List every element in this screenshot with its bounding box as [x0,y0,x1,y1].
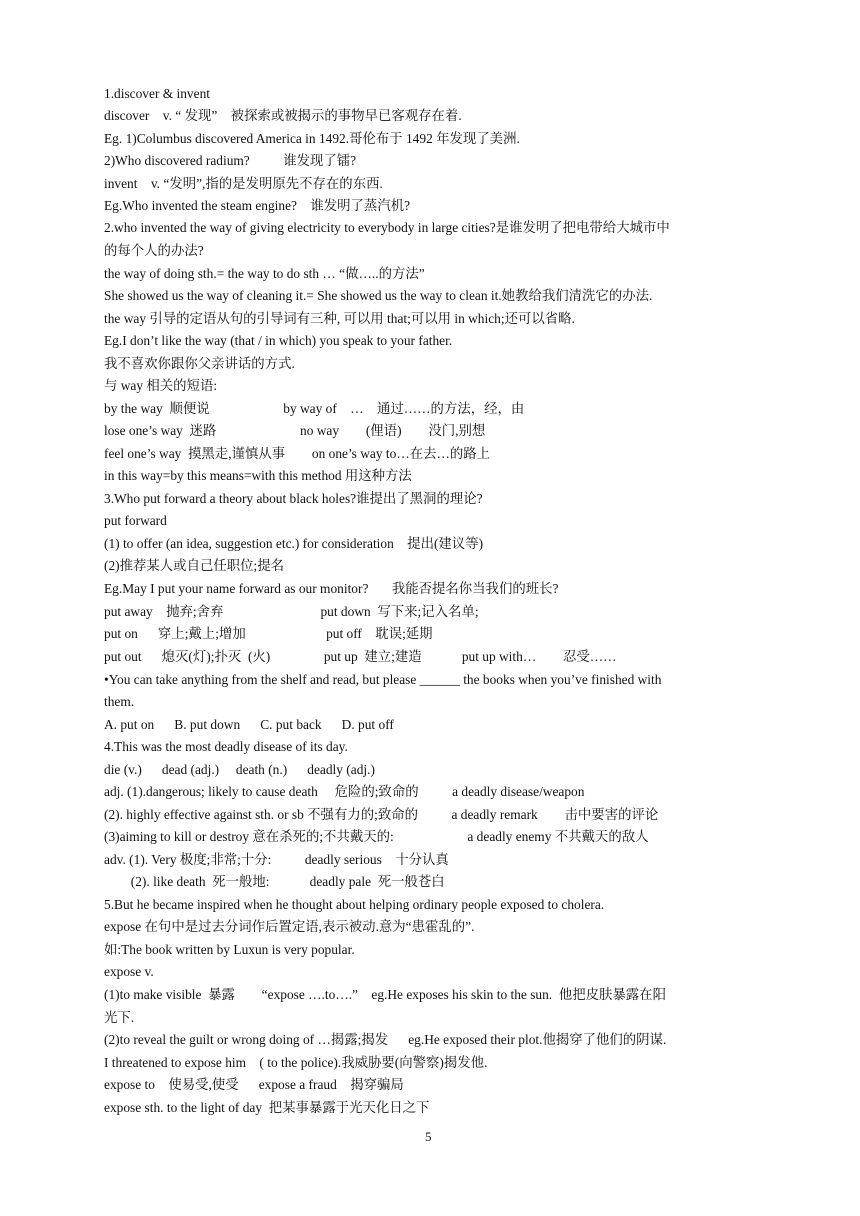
text-line: expose to 使易受,使受 expose a fraud 揭穿骗局 [104,1077,404,1092]
text-line: Eg.I don’t like the way (that / in which) you speak to your father. [104,333,453,348]
text-line: 1.discover & invent [104,86,210,101]
text-line: (2)to reveal the guilt or wrong doing of …揭露;揭发 eg.He exposed their plot.他揭穿了他们的阴谋. [104,1032,667,1047]
text-line: them. [104,694,135,709]
text-line: (1) to offer (an idea, suggestion etc.) for consideration 提出(建议等) [104,536,484,551]
text-line: the way 引导的定语从句的引导词有三种, 可以用 that;可以用 in which;还可以省略. [104,311,575,326]
text-line: 光下. [104,1010,135,1025]
text-line: expose 在句中是过去分词作后置定语,表示被动.意为“患霍乱的”. [104,919,475,934]
text-line: A. put on B. put down C. put back D. put off [104,717,394,732]
text-line: 5.But he became inspired when he thought about helping ordinary people exposed to cholera. [104,897,605,912]
text-line: put away 抛弃;舍弃 put down 写下来;记入名单; [104,604,479,619]
text-line: 与 way 相关的短语: [104,378,218,393]
text-line: adv. (1). Very 极度;非常;十分: deadly serious 十分认真 [104,852,449,867]
text-line: expose v. [104,964,154,979]
text-line: (2). like death 死一般地: deadly pale 死一般苍白 [104,874,445,889]
page-number: 5 [425,1129,432,1144]
text-line: put out 熄灭(灯);扑灭 (火) put up 建立;建造 put up with… 忍受…… [104,649,617,664]
text-line: 4.This was the most deadly disease of its day. [104,739,348,754]
text-line: Eg. 1)Columbus discovered America in 1492.哥伦布于 1492 年发现了美洲. [104,131,520,146]
text-line: Eg.May I put your name forward as our monitor? 我能否提名你当我们的班长? [104,581,559,596]
text-line: (1)to make visible 暴露 “expose ….to….” eg.He exposes his skin to the sun. 他把皮肤暴露在阳 [104,987,666,1002]
text-line: the way of doing sth.= the way to do sth … “做…..的方法” [104,266,425,281]
text-line: (3)aiming to kill or destroy 意在杀死的;不共戴天的: a deadly enemy 不共戴天的敌人 [104,829,649,844]
text-line: feel one’s way 摸黑走,谨慎从事 on one’s way to…在去…的路上 [104,446,491,461]
text-line: 3.Who put forward a theory about black holes?谁提出了黑洞的理论? [104,491,483,506]
text-line: 2.who invented the way of giving electricity to everybody in large cities?是谁发明了把电带给大城市中 [104,220,670,235]
text-line: 的每个人的办法? [104,243,204,258]
text-line: (2). highly effective against sth. or sb 不强有力的;致命的 a deadly remark 击中要害的评论 [104,807,659,822]
text-line: (2)推荐某人或自己任职位;提名 [104,558,285,573]
text-line: die (v.) dead (adj.) death (n.) deadly (adj.) [104,762,375,777]
text-line: •You can take anything from the shelf and read, but please ______ the books when you’ve finished with [104,672,662,687]
text-line: expose sth. to the light of day 把某事暴露于光天化日之下 [104,1100,430,1115]
text-line: 如:The book written by Luxun is very popular. [104,942,355,957]
text-line: She showed us the way of cleaning it.= She showed us the way to clean it.她教给我们清洗它的办法. [104,288,653,303]
text-line: 我不喜欢你跟你父亲讲话的方式. [104,356,295,371]
text-line: I threatened to expose him ( to the police).我威胁要(向警察)揭发他. [104,1055,488,1070]
text-line: in this way=by this means=with this method 用这种方法 [104,468,412,483]
text-line: put on 穿上;戴上;增加 put off 耽误;延期 [104,626,433,641]
text-line: put forward [104,513,167,528]
text-line: discover v. “ 发现” 被探索或被揭示的事物早已客观存在着. [104,108,462,123]
text-line: 2)Who discovered radium? 谁发现了镭? [104,153,357,168]
text-line: by the way 顺便说 by way of … 通过……的方法，经，由 [104,401,525,416]
text-line: adj. (1).dangerous; likely to cause death 危险的;致命的 a deadly disease/weapon [104,784,585,799]
text-line: invent v. “发明”,指的是发明原先不存在的东西. [104,176,383,191]
text-line: lose one’s way 迷路 no way (俚语) 没门,别想 [104,423,486,438]
text-line: Eg.Who invented the steam engine? 谁发明了蒸汽机? [104,198,411,213]
